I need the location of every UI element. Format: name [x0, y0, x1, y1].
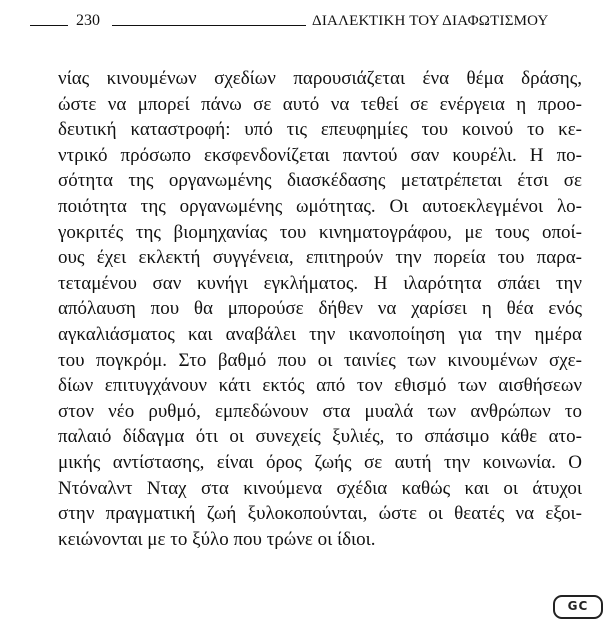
text-line: παλαιό δίδαγμα ότι οι συνεχείς ξυλιές, το σπάσιμο κάθε ατο- [58, 426, 582, 448]
text-line: ους έχει εκλεκτή συγγένεια, επιτηρούν την πορεία του παρα- [58, 247, 582, 269]
text-line: σότητα της οργανωμένης διασκέδασης μετατρέπεται έτσι σε [58, 170, 582, 192]
text-line: μικής αντίστασης, είναι όρος ζωής σε αυτή την κοινωνία. Ο [58, 451, 582, 473]
text-line-last: κειώνονται με το ξύλο που τρώνε οι ίδιοι. [58, 528, 376, 550]
text-line: αγκαλιάσματος και αναβάλει την ικανοποίηση για την ημέρα [58, 323, 582, 345]
text-line: στην πραγματική ζωή ξυλοκοπούνται, ώστε οι θεατές να εξοι- [58, 503, 582, 525]
text-line: ντρικό πρόσωπο εκσφενδονίζεται παντού σαν κουρέλι. Η πο- [58, 144, 582, 166]
text-line: ποιότητα της οργανωμένης ωμότητας. Οι αυτοεκλεγμένοι λο- [58, 195, 582, 217]
text-line: ώστε να μπορεί πάνω σε αυτό να τεθεί σε ενέργεια η προο- [58, 93, 582, 115]
text-line: γοκριτές της βιομηχανίας του κινηματογράφου, με τους οποί- [58, 221, 582, 243]
page-number: 230 [76, 12, 100, 29]
running-title: ΔΙΑΛΕΚΤΙΚΗ ΤΟΥ ΔΙΑΦΩΤΙΣΜΟΥ [312, 13, 549, 29]
page-header [30, 10, 600, 32]
text-line: στον νέο ρυθμό, εμπεδώνουν στα μυαλά των ανθρώπων το [58, 400, 582, 422]
text-line: του πογκρόμ. Στο βαθμό που οι ταινίες των κινουμένων σχε- [58, 349, 582, 371]
text-line: τεταμένου σαν κυνήγι εγκλήματος. Η ιλαρότητα σπάει την [58, 272, 582, 294]
header-rule-left [30, 25, 68, 26]
text-line: νίας κινουμένων σχεδίων παρουσιάζεται ένα θέμα δράσης, [58, 68, 582, 89]
text-line: απόλαυση που θα μπορούσε δήθεν να χαρίσει η θέα ενός [58, 298, 582, 320]
text-line: δευτική καταστροφή: υπό τις επευφημίες του κοινού το κε- [58, 119, 582, 141]
header-rule-middle [112, 25, 306, 26]
body-paragraph [58, 66, 582, 552]
watermark-logo: GC [553, 595, 603, 619]
text-line: δίων επιτυγχάνουν κάτι εκτός από τον εθισμό των αισθήσεων [58, 375, 582, 397]
text-line: Ντόναλντ Νταχ στα κινούμενα σχέδια καθώς και οι άτυχοι [58, 477, 582, 499]
